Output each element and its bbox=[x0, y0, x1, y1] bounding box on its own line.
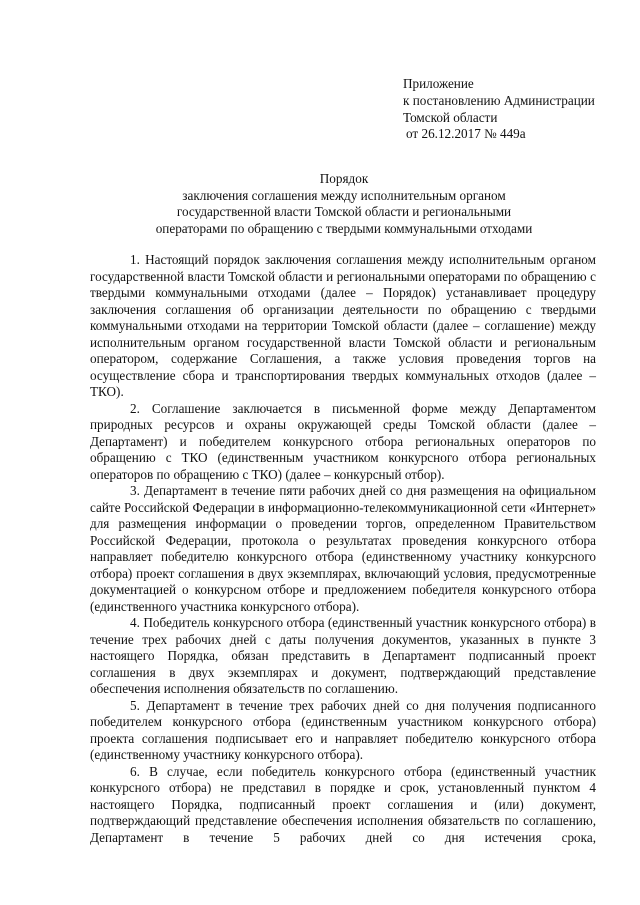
paragraph-5: 5. Департамент в течение трех рабочих дней со дня получения подписанного победителем конкурсного отбора (единственным участником конкурсного отбора) проекта соглашения подписывает его и направляет победителю конкурсного отбора (единственному участнику конкурсного отбора). bbox=[90, 697, 596, 762]
appendix-line: к постановлению Администрации bbox=[403, 92, 595, 108]
appendix-line: Приложение bbox=[403, 76, 474, 91]
paragraph-2: 2. Соглашение заключается в письменной форме между Департаментом природных ресурсов и охраны окружающей среды Томской области (далее – Департамент) и победителем конкурсного отбора региональных операторов по обращению с ТКО (единственным участником конкурсного отбора региональных операторов по обращению с ТКО) (далее – конкурсный отбор). bbox=[90, 400, 596, 482]
document-body bbox=[90, 252, 596, 846]
paragraph-3: 3. Департамент в течение пяти рабочих дней со дня размещения на официальном сайте Российской Федерации в информационно-телекоммуникационной сети «Интернет» для размещения информации о проведении торгов, определенном Правительством Российской Федерации, протокола о результатах проведения конкурсного отбора направляет победителю конкурсного отбора (единственному участнику конкурсного отбора) проект соглашения в двух экземплярах, включающий условия, предусмотренные документацией о конкурсном отборе и предложением победителя конкурсного отбора (единственного участника конкурсного отбора). bbox=[90, 483, 596, 614]
appendix-line: от 26.12.2017 № 449а bbox=[406, 126, 526, 142]
appendix-line: Томской области bbox=[403, 109, 498, 125]
appendix-header bbox=[403, 76, 628, 143]
paragraph-4: 4. Победитель конкурсного отбора (единственный участник конкурсного отбора) в течение трех рабочих дней с даты получения документов, указанных в пункте 3 настоящего Порядка, обязан представить в Департамент подписанный проект соглашения в двух экземплярах и документ, подтверждающий представление обеспечения исполнения обязательств по соглашению. bbox=[90, 615, 596, 696]
paragraph-1: 1. Настоящий порядок заключения соглашения между исполнительным органом государственной власти Томской области и региональными операторами по обращению с твердыми коммунальными отходами (далее – Порядок) устанавливает процедуру заключения соглашения об организации деятельности по обращению с твердыми коммунальными отходами на территории Томской области (далее – соглашение) между исполнительным органом государственной власти Томской области и региональным оператором, содержание Соглашения, а также условия проведения торгов на осуществление сбора и транспортирования твердых коммунальных отходов (далее – ТКО). bbox=[90, 252, 596, 399]
title-line: заключения соглашения между исполнительным органом bbox=[182, 187, 506, 203]
paragraph-6: 6. В случае, если победитель конкурсного отбора (единственный участник конкурсного отбора) не представил в порядке и срок, установленный пунктом 4 настоящего Порядка, подписанный проект соглашения и (или) документ, подтверждающий представление обеспечения исполнения обязательств по соглашению, Департамент в течение 5 рабочих дней со дня истечения срока, bbox=[90, 763, 596, 845]
title-line: государственной власти Томской области и региональными bbox=[176, 204, 512, 219]
document-title bbox=[88, 171, 600, 237]
title-line: операторами по обращению с твердыми коммунальными отходами bbox=[155, 220, 533, 236]
title-line: Порядок bbox=[319, 171, 369, 186]
